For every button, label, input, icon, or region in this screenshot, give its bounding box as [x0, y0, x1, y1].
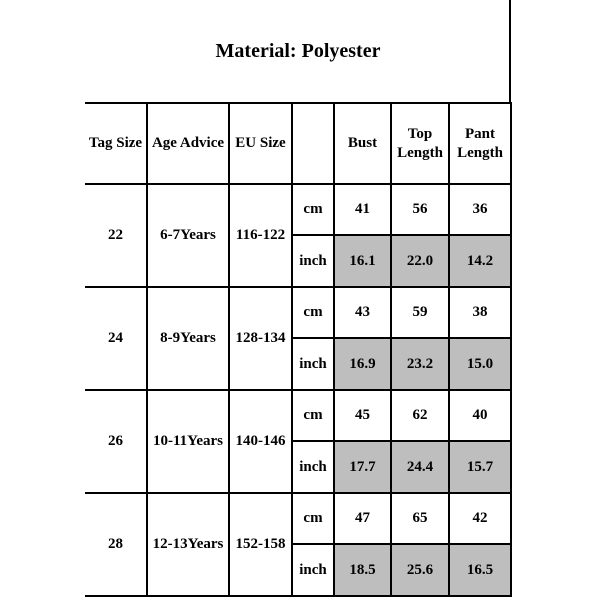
cell-top-length-inch: 22.0: [391, 235, 449, 287]
cell-top-length-cm: 65: [391, 493, 449, 544]
cell-age-advice: 8-9Years: [147, 287, 229, 390]
cell-pant-length-inch: 16.5: [449, 544, 511, 596]
cell-pant-length-cm: 36: [449, 184, 511, 235]
header-age-advice: Age Advice: [147, 103, 229, 184]
cell-pant-length-cm: 38: [449, 287, 511, 338]
table-row-26-cm: [85, 390, 511, 441]
table-row-22-cm: [85, 184, 511, 235]
cell-top-length-cm: 56: [391, 184, 449, 235]
cell-pant-length-inch: 14.2: [449, 235, 511, 287]
cell-tag-size: 28: [85, 493, 147, 596]
cell-bust-inch: 18.5: [334, 544, 391, 596]
cell-top-length-inch: 23.2: [391, 338, 449, 390]
cell-age-advice: 6-7Years: [147, 184, 229, 287]
cell-unit-inch: inch: [292, 441, 334, 493]
cell-bust-inch: 17.7: [334, 441, 391, 493]
size-chart-table: [85, 102, 512, 597]
cell-top-length-cm: 59: [391, 287, 449, 338]
cell-unit-inch: inch: [292, 338, 334, 390]
cell-tag-size: 22: [85, 184, 147, 287]
cell-tag-size: 24: [85, 287, 147, 390]
cell-bust-cm: 43: [334, 287, 391, 338]
header-unit: [292, 103, 334, 184]
cell-age-advice: 12-13Years: [147, 493, 229, 596]
cell-bust-inch: 16.1: [334, 235, 391, 287]
cell-top-length-inch: 25.6: [391, 544, 449, 596]
cell-eu-size: 116-122: [229, 184, 292, 287]
table-row-28-cm: [85, 493, 511, 544]
header-row: [85, 103, 511, 184]
cell-top-length-inch: 24.4: [391, 441, 449, 493]
cell-unit-cm: cm: [292, 287, 334, 338]
header-bust: Bust: [334, 103, 391, 184]
cell-pant-length-cm: 42: [449, 493, 511, 544]
cell-unit-inch: inch: [292, 544, 334, 596]
table-row-24-cm: [85, 287, 511, 338]
cell-eu-size: 140-146: [229, 390, 292, 493]
cell-unit-cm: cm: [292, 493, 334, 544]
cell-age-advice: 10-11Years: [147, 390, 229, 493]
cell-bust-cm: 41: [334, 184, 391, 235]
cell-eu-size: 128-134: [229, 287, 292, 390]
cell-unit-cm: cm: [292, 390, 334, 441]
cell-pant-length-cm: 40: [449, 390, 511, 441]
cell-bust-cm: 47: [334, 493, 391, 544]
vertical-rule: [509, 0, 511, 104]
header-tag-size: Tag Size: [85, 103, 147, 184]
header-top-length: Top Length: [391, 103, 449, 184]
cell-unit-cm: cm: [292, 184, 334, 235]
cell-top-length-cm: 62: [391, 390, 449, 441]
header-eu-size: EU Size: [229, 103, 292, 184]
cell-bust-inch: 16.9: [334, 338, 391, 390]
cell-tag-size: 26: [85, 390, 147, 493]
cell-pant-length-inch: 15.0: [449, 338, 511, 390]
cell-bust-cm: 45: [334, 390, 391, 441]
cell-eu-size: 152-158: [229, 493, 292, 596]
material-title: Material: Polyester: [215, 40, 381, 62]
cell-pant-length-inch: 15.7: [449, 441, 511, 493]
cell-unit-inch: inch: [292, 235, 334, 287]
header-pant-length: Pant Length: [449, 103, 511, 184]
